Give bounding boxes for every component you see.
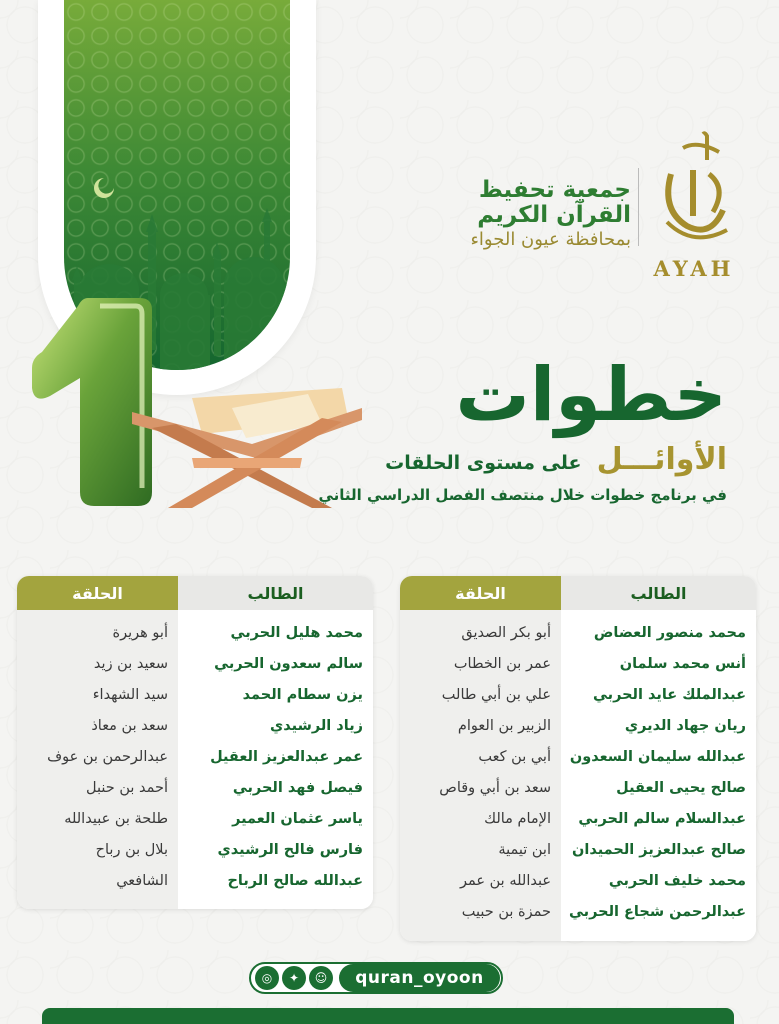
honor-table-left [17,576,373,909]
student-column [178,610,373,909]
subtitle-gold: الأوائـــل [596,442,727,477]
circle-name: الزبير بن العوام [457,718,551,734]
header-student: الطالب [561,576,756,610]
circle-name: سعد بن أبي وقاص [439,780,551,796]
circle-name: حمزة بن حبيب [461,904,551,920]
circle-name: أبو هريرة [112,625,168,641]
circle-name: سعيد بن زيد [93,656,168,672]
student-name: عبدالله صالح الرباح [227,873,363,889]
logo-divider [638,168,639,246]
student-name: محمد خليف الحربي [608,873,746,889]
student-name: أنس محمد سلمان [619,656,746,672]
student-name: عبدالله سليمان السعدون [569,749,746,765]
circle-name: الإمام مالك [484,811,551,827]
header-student: الطالب [178,576,373,610]
student-column [561,610,756,941]
instagram-icon[interactable]: ◎ [255,966,279,990]
student-name: عبدالسلام سالم الحربي [578,811,746,827]
snapchat-icon[interactable]: ☺ [309,966,333,990]
student-name: محمد هليل الحربي [230,625,363,641]
circle-column [400,610,561,941]
circle-name: ابن تيمية [498,842,551,858]
footer-bar [42,1008,734,1024]
student-name: زياد الرشيدي [269,718,363,734]
student-name: محمد منصور العضاض [593,625,746,641]
student-name: فيصل فهد الحربي [232,780,363,796]
student-name: سالم سعدون الحربي [214,656,363,672]
circle-name: سيد الشهداء [92,687,168,703]
social-handle-pill[interactable] [249,962,503,994]
student-name: فارس فالح الرشيدي [217,842,363,858]
student-name: يزن سطام الحمد [242,687,363,703]
org-line-1: جمعية تحفيظ [478,177,631,203]
circle-name: أبو بكر الصديق [461,625,551,641]
student-name: صالح يحيى العقيل [616,780,746,796]
subtitle-line-2: في برنامج خطوات خلال منتصف الفصل الدراسي الثاني [318,486,727,504]
twitter-icon[interactable]: ✦ [282,966,306,990]
organization-name [361,178,631,252]
header-circle: الحلقة [17,576,178,610]
circle-name: الشافعي [116,873,168,889]
circle-column [17,610,178,909]
circle-name: أبي بن كعب [478,749,551,765]
logo-text: AYAH [653,256,735,281]
subtitle [385,442,727,477]
circle-name: طلحة بن عبيدالله [64,811,168,827]
circle-name: عمر بن الخطاب [453,656,551,672]
student-name: عمر عبدالعزيز العقيل [210,749,363,765]
circle-name: بلال بن رباح [95,842,168,858]
student-name: عبدالملك عايد الحربي [592,687,746,703]
student-name: عبدالرحمن شجاع الحربي [568,904,746,920]
student-name: ريان جهاد الديري [624,718,746,734]
honor-table-right [400,576,756,941]
ayah-calligraphy-icon [653,130,735,250]
org-line-3: بمحافظة عيون الجواء [470,229,631,250]
ayah-logo [648,130,740,290]
subtitle-green: على مستوى الحلقات [385,452,582,474]
social-handle[interactable]: quran_oyoon [339,964,500,992]
circle-name: سعد بن معاذ [91,718,168,734]
circle-name: علي بن أبي طالب [441,687,551,703]
student-name: ياسر عثمان العمير [232,811,363,827]
org-line-2: القرآن الكريم [477,202,631,228]
circle-name: عبدالله بن عمر [460,873,551,889]
table-header [400,576,756,610]
student-name: صالح عبدالعزيز الحميدان [572,842,746,858]
circle-name: عبدالرحمن بن عوف [47,749,168,765]
header-circle: الحلقة [400,576,561,610]
circle-name: أحمد بن حنبل [86,780,168,796]
table-header [17,576,373,610]
page-title: خطوات [455,352,727,438]
